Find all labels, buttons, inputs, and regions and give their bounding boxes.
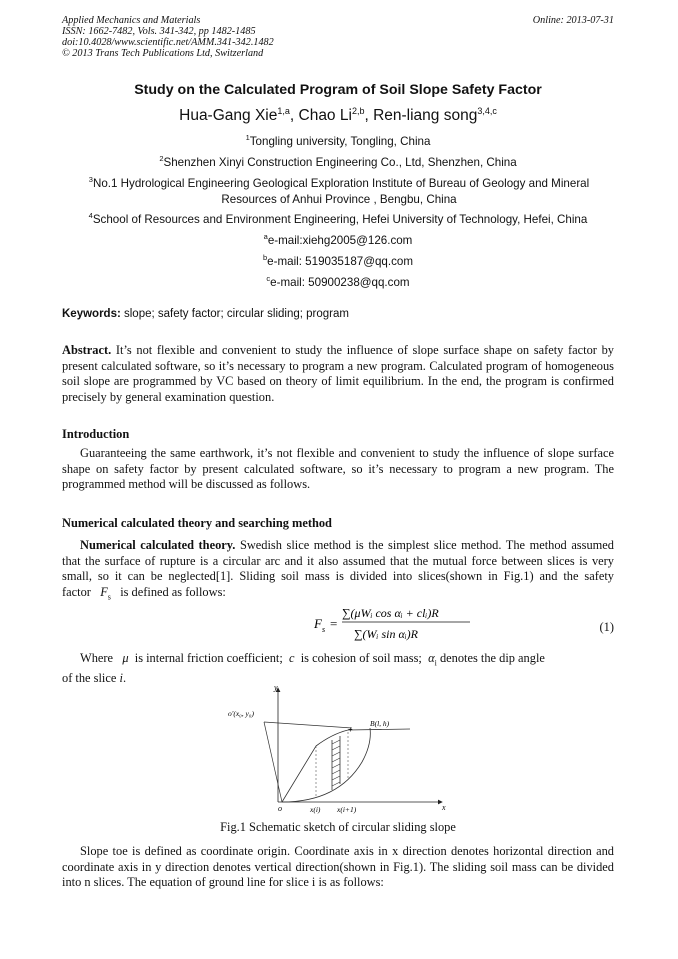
y-axis-label: y bbox=[274, 683, 278, 692]
equation-1 bbox=[310, 603, 480, 643]
introduction-heading: Introduction bbox=[62, 427, 130, 441]
author-sup: 3,4,c bbox=[477, 106, 497, 116]
where-text: of the slice bbox=[62, 671, 117, 686]
affiliation-text: Tongling university, Tongling, China bbox=[249, 134, 431, 148]
abstract bbox=[62, 343, 614, 405]
equation-numerator: ∑(μWᵢ cos αᵢ + clᵢ)R bbox=[342, 606, 439, 620]
theory-paragraph bbox=[62, 538, 614, 605]
keywords bbox=[62, 308, 614, 320]
email-text: e-mail: 519035187@qq.com bbox=[267, 254, 413, 268]
email-sup: b bbox=[263, 253, 268, 262]
x-i1-label: x(i+1) bbox=[337, 805, 357, 814]
symbol-mu: μ bbox=[122, 651, 129, 665]
equation-denominator: ∑(Wᵢ sin αᵢ)R bbox=[354, 627, 418, 641]
introduction-paragraph bbox=[62, 446, 614, 493]
affiliation-sup: 4 bbox=[88, 211, 93, 220]
coordinate-paragraph bbox=[62, 844, 614, 891]
issn-line: ISSN: 1662-7482, Vols. 341-342, pp 1482-1485 bbox=[62, 26, 256, 37]
email-text: e-mail:xiehg2005@126.com bbox=[267, 233, 413, 247]
figure-1 bbox=[220, 678, 460, 816]
figure-caption: Fig.1 Schematic sketch of circular sliding slope bbox=[220, 820, 456, 834]
equation-lhs-sub: s bbox=[322, 625, 326, 634]
symbol-fs-sub: s bbox=[107, 592, 111, 602]
where-text: Where bbox=[80, 651, 114, 665]
author-name: Chao Li bbox=[298, 107, 352, 125]
center-label: o'(x₀, y₀) bbox=[228, 709, 254, 718]
slice-hatch bbox=[332, 740, 340, 786]
symbol-c: c bbox=[289, 651, 295, 665]
abstract-text: It’s not flexible and convenient to study the influence of slope surface shape on safety factor by present calculated software, so it’s necessary to program a new program. Calculated program of homogeneous soil slope are programmed by VC based on theory of limit equilibrium. In the end, the program is confirmed precisely by general examination question. bbox=[62, 343, 614, 404]
section-heading: Numerical calculated theory and searching method bbox=[62, 516, 332, 530]
email-a bbox=[62, 229, 614, 249]
affiliation-1 bbox=[62, 130, 614, 150]
affiliation-sup: 2 bbox=[159, 154, 164, 163]
affiliation-text: Shenzhen Xinyi Construction Engineering Co., Ltd, Shenzhen, China bbox=[163, 155, 517, 169]
abstract-label: Abstract. bbox=[62, 343, 112, 357]
author-separator: , bbox=[289, 107, 299, 125]
keywords-label: Keywords: bbox=[62, 308, 121, 320]
coordinate-text: Slope toe is defined as coordinate origin. Coordinate axis in x direction denotes horizontal direction and coordinate axis in y direction denotes vertical direction(shown in Fig.1). The sliding soil mass can be divided into n slices. The equation of ground line for slice i is as follows: bbox=[62, 844, 614, 890]
theory-text-tail: is defined as follows: bbox=[120, 584, 226, 599]
author-sup: 2,b bbox=[351, 106, 365, 116]
affiliation-sup: 1 bbox=[245, 133, 250, 142]
equation-lhs: F bbox=[314, 616, 322, 631]
symbol-alpha: α bbox=[428, 651, 435, 665]
where-text: is internal friction coefficient; bbox=[134, 651, 283, 665]
where-text: is cohesion of soil mass; bbox=[300, 651, 422, 665]
origin-label: o bbox=[278, 804, 282, 813]
doi-line: doi:10.4028/www.scientific.net/AMM.341-342.1482 bbox=[62, 37, 274, 48]
author-line bbox=[62, 106, 614, 125]
radius-line bbox=[264, 722, 352, 728]
subsection-label: Numerical calculated theory. bbox=[80, 538, 236, 552]
email-text: e-mail: 50900238@qq.com bbox=[270, 275, 410, 289]
radius-line bbox=[264, 722, 282, 802]
email-b bbox=[62, 250, 614, 270]
affiliation-2 bbox=[62, 151, 614, 171]
affiliation-3 bbox=[66, 172, 612, 208]
symbol-fs: F bbox=[100, 584, 108, 599]
author-separator: , bbox=[364, 107, 374, 125]
theory-text: Swedish slice method is the simplest slice method. The method assumed that the surface of rupture is a circular arc and it also assumed that the mutual force between slices is very small, so it can be neglected[1]. Sliding soil mass is divided into slices(shown in Fig.1) and the safety factor bbox=[62, 538, 614, 599]
symbol-i: i bbox=[119, 671, 123, 686]
affiliation-4 bbox=[62, 208, 614, 228]
introduction-text: Guaranteeing the same earthwork, it’s not flexible and convenient to study the influence of slope surface shape on safety factor by present calculated software, so it’s necessary to program a new program. The programmed method will be discussed as follows. bbox=[62, 446, 614, 492]
author-name: Ren-liang song bbox=[373, 107, 478, 125]
x-axis-label: x bbox=[442, 803, 446, 812]
ground-line bbox=[282, 729, 410, 802]
symbol-alpha-sub: i bbox=[434, 658, 437, 668]
email-c bbox=[62, 271, 614, 291]
equation-number: (1) bbox=[599, 620, 614, 634]
online-date: Online: 2013-07-31 bbox=[532, 15, 614, 26]
running-header bbox=[62, 15, 614, 59]
keywords-text: slope; safety factor; circular sliding; program bbox=[120, 308, 349, 320]
paper-title: Study on the Calculated Program of Soil Slope Safety Factor bbox=[134, 82, 542, 98]
journal-name: Applied Mechanics and Materials bbox=[62, 15, 201, 26]
author-name: Hua-Gang Xie bbox=[179, 107, 278, 125]
affiliation-sup: 3 bbox=[88, 175, 93, 184]
x-i-label: x(i) bbox=[310, 805, 321, 814]
point-b-mark: + bbox=[348, 725, 353, 734]
point-b-label: B(l, h) bbox=[370, 719, 390, 728]
affiliation-text: No.1 Hydrological Engineering Geological Exploration Institute of Bureau of Geology and Mineral Resources of Anhui Province , Bengbu, China bbox=[92, 176, 590, 206]
where-text: . bbox=[122, 671, 127, 686]
email-sup: a bbox=[263, 232, 268, 241]
author-sup: 1,a bbox=[277, 106, 290, 116]
where-text: denotes the dip angle bbox=[439, 651, 545, 665]
affiliation-text: School of Resources and Environment Engineering, Hefei University of Technology, Hefei, China bbox=[92, 212, 588, 226]
copyright-line: © 2013 Trans Tech Publications Ltd, Switzerland bbox=[62, 48, 264, 59]
equals-sign: = bbox=[330, 616, 338, 631]
email-sup: c bbox=[266, 274, 271, 283]
